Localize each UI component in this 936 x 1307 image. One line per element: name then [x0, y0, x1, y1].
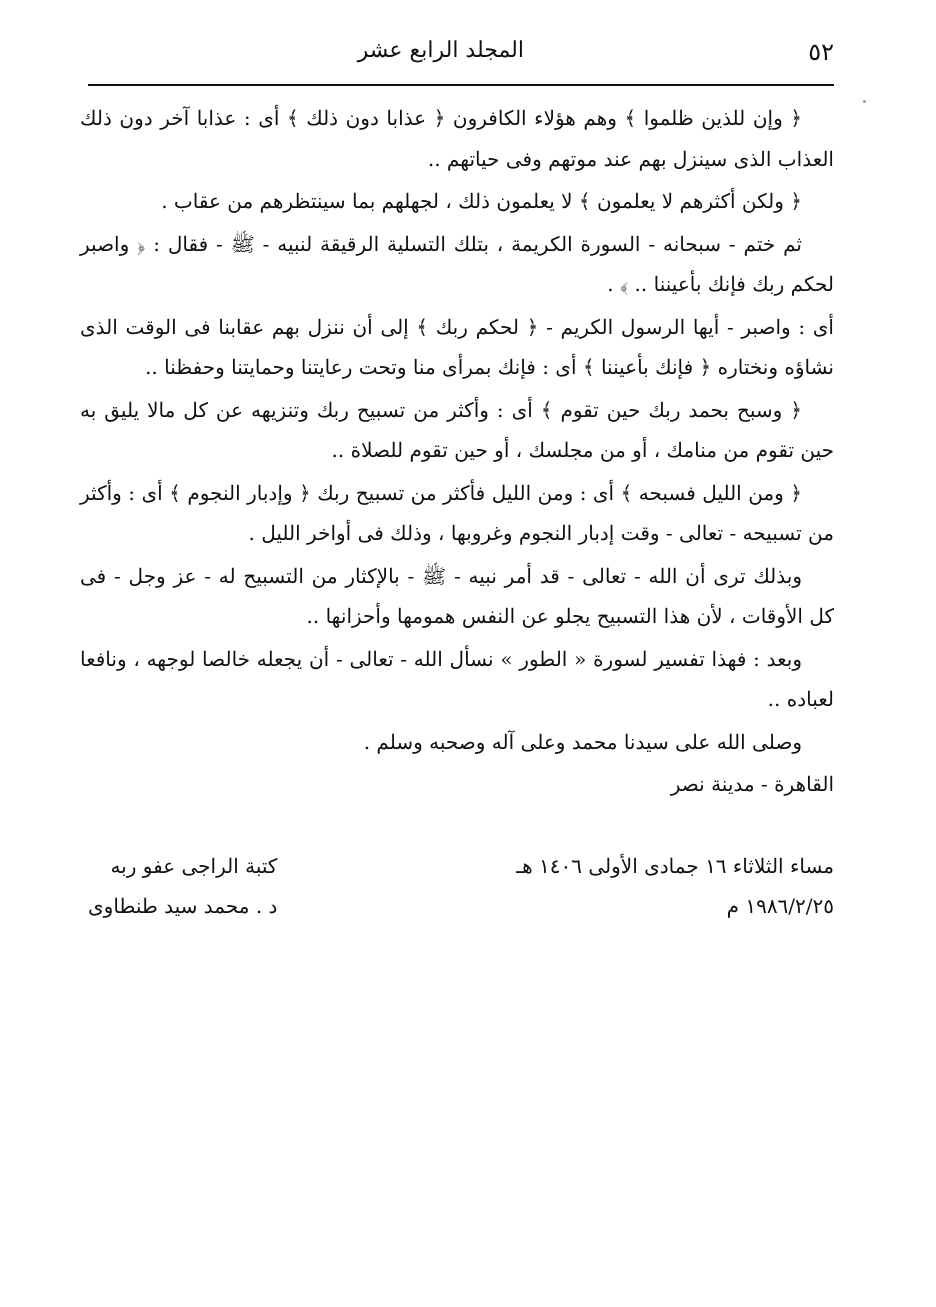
date-hijri: مساء الثلاثاء ١٦ جمادى الأولى ١٤٠٦ هـ — [516, 854, 834, 878]
paragraph-3: ثم ختم - سبحانه - السورة الكريمة ، بتلك التسلية الرقيقة لنبيه - ﷺ - فقال : ﴿ واصبر لحكم ربك فإنك بأعيننا .. ﴾ . — [80, 231, 834, 296]
body-text — [80, 98, 834, 807]
place-line: القاهرة - مدينة نصر — [670, 772, 834, 796]
page-number: ٥٢ — [808, 38, 834, 66]
closing-prayer: وصلى الله على سيدنا محمد وعلى آله وصحبه وسلم . — [363, 729, 802, 754]
scan-speck — [863, 100, 866, 103]
running-title: المجلد الرابع عشر — [357, 38, 524, 63]
paragraph-7: وبذلك ترى أن الله - تعالى - قد أمر نبيه - ﷺ - بالإكثار من التسبيح له - عز وجل - فى كل الأوقات ، لأن هذا التسبيح يجلو عن النفس همومها وأحزانها .. — [80, 563, 834, 628]
date-gregorian: ١٩٨٦/٢/٢٥ م — [726, 894, 834, 918]
author-name: د . محمد سيد طنطاوى — [88, 894, 278, 918]
paragraph-1: ﴿ وإن للذين ظلموا ﴾ وهم هؤلاء الكافرون ﴿ عذابا دون ذلك ﴾ أى : عذابا آخر دون ذلك العذاب الذى سينزل بهم عند موتهم وفى حياتهم .. — [80, 106, 834, 171]
closing-formula: كتبة الراجى عفو ربه — [110, 854, 278, 878]
paragraph-4: أى : واصبر - أيها الرسول الكريم - ﴿ لحكم ربك ﴾ إلى أن ننزل بهم عقابنا فى الوقت الذى نشاؤه ونختاره ﴿ فإنك بأعيننا ﴾ أى : فإنك بمرأى منا وتحت رعايتنا وحمايتنا وحفظنا .. — [80, 314, 834, 379]
page-header — [88, 36, 834, 80]
paragraph-8: وبعد : فهذا تفسير لسورة « الطور » نسأل الله - تعالى - أن يجعله خالصا لوجهه ، ونافعا لعباده .. — [80, 646, 834, 711]
paragraph-2: ﴿ ولكن أكثرهم لا يعلمون ﴾ لا يعلمون ذلك ، لجهلهم بما سينتظرهم من عقاب . — [161, 189, 802, 213]
paragraph-5: ﴿ وسبح بحمد ربك حين تقوم ﴾ أى : وأكثر من تسبيح ربك وتنزيهه عن كل مالا يليق به حين تقوم من منامك ، أو من مجلسك ، أو حين تقوم للصلاة .. — [80, 397, 834, 462]
author-block — [88, 846, 277, 926]
paragraph-6: ﴿ ومن الليل فسبحه ﴾ أى : ومن الليل فأكثر من تسبيح ربك ﴿ وإدبار النجوم ﴾ أى : وأكثر من تسبيحه - تعالى - وقت إدبار النجوم وغروبها ، وذلك فى أواخر الليل . — [80, 480, 834, 545]
header-rule — [88, 84, 834, 86]
date-block — [516, 846, 834, 926]
